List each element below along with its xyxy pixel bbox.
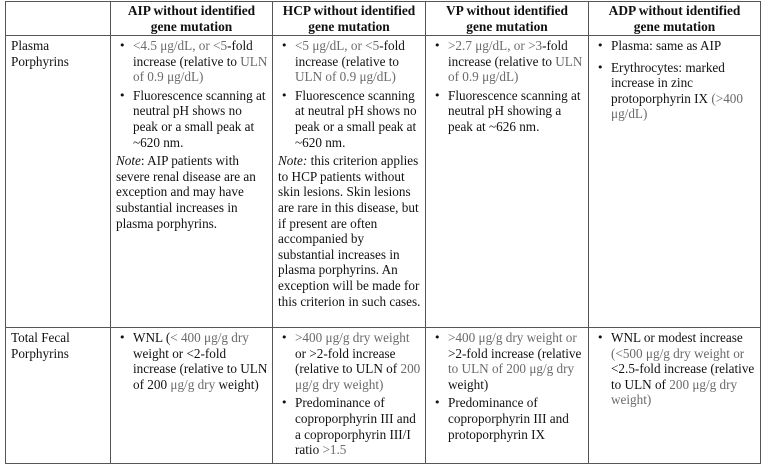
cell-plasma-aip bbox=[111, 36, 273, 328]
cell-text: gene mutation bbox=[466, 18, 548, 34]
cell-text: 200 μg/g dry weight) bbox=[295, 361, 421, 392]
cell-text: Total Fecal bbox=[11, 330, 70, 345]
bullet-list bbox=[431, 330, 584, 442]
cell-text: <4.5 μg/dL, or <5 bbox=[133, 38, 228, 53]
cell-text: -fold increase (relative to bbox=[295, 38, 405, 69]
header-hcp bbox=[273, 2, 426, 36]
cell-text: : AIP patients with severe renal disease are an exception and may have substantial increases in plasma porphyrins. bbox=[116, 153, 256, 231]
cell-text: -fold increase (relative to bbox=[448, 38, 568, 69]
cell-text: Fluorescence scanning at neutral pH showing a peak at ~626 nm. bbox=[448, 87, 581, 134]
cell-text: or >2-fold increase (relative to ULN of bbox=[295, 345, 398, 377]
cell-text: Erythrocytes: marked increase in zinc protoporphyrin IX bbox=[611, 59, 725, 106]
cell-text: VP without identified bbox=[445, 3, 568, 18]
cell-text: Plasma: same as AIP bbox=[611, 38, 722, 53]
list-item bbox=[431, 38, 584, 85]
list-item bbox=[594, 60, 756, 122]
list-item bbox=[431, 395, 584, 442]
cell-text: Note bbox=[116, 153, 141, 169]
list-item bbox=[116, 330, 268, 392]
bullet-list bbox=[594, 330, 756, 408]
cell-text: <2.5-fold increase (relative to ULN of bbox=[611, 361, 755, 392]
cell-text: WNL ( bbox=[133, 330, 171, 345]
cell-text: <5 μg/dL, or <5 bbox=[295, 38, 380, 53]
cell-text: Porphyrins bbox=[11, 53, 69, 69]
cell-text: ULN of 0.9 μg/dL) bbox=[448, 53, 583, 85]
cell-text: μg/g dry bbox=[170, 376, 216, 392]
cell-text: weight or <2-fold increase (relative to ULN of 200 bbox=[133, 345, 268, 392]
list-item bbox=[278, 330, 421, 392]
list-item bbox=[431, 330, 584, 392]
cell-text: HCP without identified bbox=[282, 3, 416, 18]
header-vp bbox=[426, 2, 589, 36]
header-aip bbox=[111, 2, 273, 36]
cell-fecal-adp bbox=[589, 328, 761, 464]
row-label-plasma-porphyrins bbox=[6, 36, 111, 328]
cell-text: ADP without identified bbox=[608, 3, 741, 18]
cell-text: AIP without identified bbox=[127, 3, 256, 18]
cell-text: Note: bbox=[278, 153, 308, 169]
cell-text: Fluorescence scanning at neutral pH shows no peak or a small peak at ~620 nm. bbox=[133, 87, 266, 150]
cell-text: Fluorescence scanning at neutral pH shows no peak or a small peak at ~620 nm. bbox=[295, 87, 417, 150]
header-empty bbox=[6, 2, 111, 36]
bullet-list bbox=[278, 38, 421, 150]
cell-text: (>400 μg/dL) bbox=[611, 90, 743, 122]
list-item bbox=[278, 88, 421, 150]
list-item bbox=[594, 38, 756, 54]
note bbox=[278, 153, 421, 309]
list-item bbox=[278, 38, 421, 85]
header-row bbox=[6, 2, 761, 36]
cell-text: 200 μg/g dry weight) bbox=[611, 376, 738, 408]
cell-text: -fold increase (relative to bbox=[133, 38, 253, 69]
cell-text: this criterion applies to HCP patients without skin lesions. Skin lesions are rare in this disease, but if present are often accompanied by substantial increases in plasma porphyrins. An exception will be made for this criterion in such cases. bbox=[278, 153, 421, 309]
cell-text: >2-fold increase (relative bbox=[448, 345, 582, 361]
list-item bbox=[594, 330, 756, 408]
list-item bbox=[116, 88, 268, 150]
bullet-list bbox=[278, 330, 421, 458]
cell-text: Predominance of coproporphyrin III and a coproporphyrin III/I ratio bbox=[295, 395, 416, 458]
cell-text: ULN of 0.9 μg/dL) bbox=[133, 53, 268, 85]
cell-plasma-adp bbox=[589, 36, 761, 328]
cell-text: >2.7 μg/dL, or >3 bbox=[448, 38, 543, 53]
cell-text: gene mutation bbox=[308, 18, 390, 34]
bullet-list bbox=[594, 38, 756, 122]
cell-text: Predominance of coproporphyrin III and protoporphyrin IX bbox=[448, 395, 569, 442]
cell-text: gene mutation bbox=[150, 18, 233, 34]
list-item bbox=[116, 38, 268, 85]
cell-text: ULN of 0.9 μg/dL) bbox=[295, 69, 396, 85]
table-row-total-fecal-porphyrins bbox=[6, 328, 761, 464]
bullet-list bbox=[116, 38, 268, 150]
list-item bbox=[431, 88, 584, 135]
cell-text: Plasma bbox=[11, 38, 50, 53]
cell-text: gene mutation bbox=[633, 18, 716, 34]
cell-plasma-vp bbox=[426, 36, 589, 328]
cell-text: < 400 μg/g dry bbox=[170, 330, 249, 345]
bullet-list bbox=[431, 38, 584, 135]
cell-text: >400 μg/g dry weight or bbox=[448, 330, 577, 345]
list-item bbox=[278, 395, 421, 457]
cell-text: >400 μg/g dry weight bbox=[295, 330, 410, 345]
porphyria-criteria-table bbox=[5, 1, 761, 464]
row-label-total-fecal-porphyrins bbox=[6, 328, 111, 464]
cell-fecal-hcp bbox=[273, 328, 426, 464]
cell-text: weight) bbox=[218, 376, 259, 392]
header-adp bbox=[589, 2, 761, 36]
cell-text: to ULN of 200 μg/g dry bbox=[448, 361, 575, 377]
bullet-list bbox=[116, 330, 268, 392]
cell-fecal-vp bbox=[426, 328, 589, 464]
cell-text: WNL or modest increase bbox=[611, 330, 743, 345]
cell-text: weight) bbox=[448, 376, 489, 392]
cell-plasma-hcp bbox=[273, 36, 426, 328]
table-row-plasma-porphyrins bbox=[6, 36, 761, 328]
cell-text: >1.5 bbox=[322, 442, 347, 458]
cell-fecal-aip bbox=[111, 328, 273, 464]
note bbox=[116, 153, 268, 231]
cell-text: Porphyrins bbox=[11, 345, 69, 361]
cell-text: (<500 μg/g dry weight or bbox=[611, 345, 745, 361]
